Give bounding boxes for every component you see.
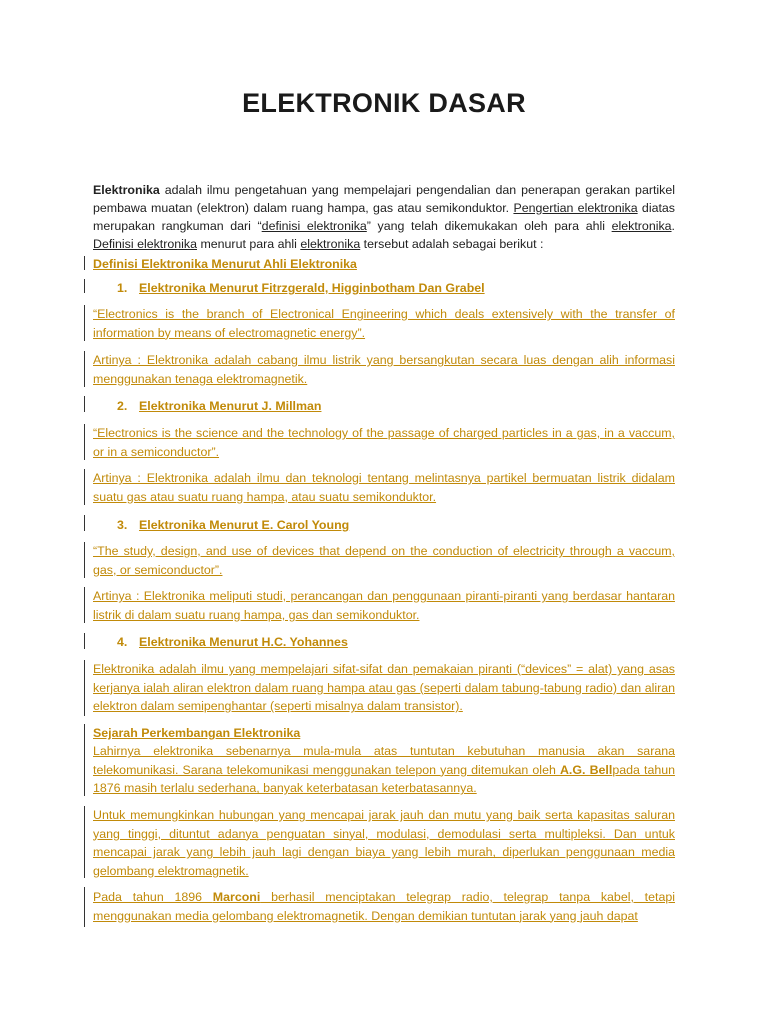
name-marconi: Marconi <box>212 890 261 904</box>
link-definisi-elektronika-2[interactable]: Definisi elektronika <box>93 237 197 251</box>
change-bar <box>84 424 85 460</box>
intro-paragraph: Elektronika adalah ilmu pengetahuan yang mempelajari pengendalian dan penerapan gerakan partikel pembawa muatan (elektron) dalam ruang hampa, gas atau semikonduktor. Pengertian elektronika diatas merupakan rangkuman dari “definisi elektronika” yang telah dikemukakan oleh para ahli elektronika. Definisi elektronika menurut para ahli elektronika tersebut adalah sebagai berikut : <box>93 183 675 251</box>
item-meaning-3[interactable]: Artinya : Elektronika meliputi studi, perancangan dan penggunaan piranti-piranti yang berdasar hantaran listrik di dalam suatu ruang hampa, gas dan semikonduktor. <box>93 589 675 622</box>
link-pengertian-elektronika[interactable]: Pengertian elektronika <box>513 201 638 215</box>
change-bar <box>84 305 85 341</box>
intro-term: Elektronika <box>93 183 160 197</box>
change-bar <box>84 660 85 716</box>
item-heading-1[interactable]: 1. Elektronika Menurut Fitrzgerald, Higginbotham Dan Grabel <box>117 281 485 295</box>
item-heading-3[interactable]: 3. Elektronika Menurut E. Carol Young <box>117 518 350 532</box>
history-paragraph-1[interactable]: Lahirnya elektronika sebenarnya mula-mula atas tuntutan kebutuhan manusia akan sarana telekomunikasi. Sarana telekomunikasi menggunakan telepon yang ditemukan oleh A.G. Bellpada tahun 1876 masih terlalu sederhana, banyak keterbatasan keterbatasannya. <box>93 744 676 796</box>
change-bar <box>84 806 85 878</box>
change-bar <box>84 633 85 649</box>
change-bar <box>84 279 85 293</box>
section-heading-definisi[interactable]: Definisi Elektronika Menurut Ahli Elektronika <box>93 257 357 271</box>
link-elektronika[interactable]: elektronika <box>611 219 672 233</box>
change-bar <box>84 542 85 578</box>
item-meaning-2[interactable]: Artinya : Elektronika adalah ilmu dan teknologi tentang melintasnya partikel bermuatan listrik didalam suatu gas atau suatu ruang hampa, atau suatu semikonduktor. <box>93 471 675 504</box>
name-ag-bell: A.G. Bell <box>559 762 613 777</box>
item-meaning-1[interactable]: Artinya : Elektronika adalah cabang ilmu listrik yang bersangkutan secara luas dengan alih informasi menggunakan tenaga elektromagnetik. <box>93 353 675 386</box>
change-bar <box>84 351 85 387</box>
change-bar <box>84 396 85 412</box>
history-paragraph-3[interactable]: Pada tahun 1896 Marconi berhasil menciptakan telegrap radio, telegrap tanpa kabel, tetapi menggunakan media gelombang elektromagnetik. Dengan demikian tuntutan jarak yang jauh dapat <box>93 890 675 923</box>
link-definisi-elektronika[interactable]: definisi elektronika <box>261 219 367 233</box>
item-quote-4[interactable]: Elektronika adalah ilmu yang mempelajari sifat-sifat dan pemakaian piranti (“devices” = alat) yang asas kerjanya ialah aliran elektron dalam ruang hampa atau gas (seperti dalam tabung-tabung radio) dan aliran elektron dalam semipenghantar (seperti misalnya dalam transistor). <box>93 662 675 714</box>
item-heading-2[interactable]: 2. Elektronika Menurut J. Millman <box>117 399 322 413</box>
change-bar <box>84 469 85 505</box>
item-quote-2[interactable]: “Electronics is the science and the technology of the passage of charged particles in a gas, in a vaccum, or in a semiconductor”. <box>93 426 675 459</box>
link-elektronika-2[interactable]: elektronika <box>300 237 361 251</box>
section-heading-sejarah[interactable]: Sejarah Perkembangan Elektronika <box>93 726 301 740</box>
change-bar <box>84 587 85 623</box>
change-bar <box>84 515 85 531</box>
history-paragraph-2[interactable]: Untuk memungkinkan hubungan yang mencapai jarak jauh dan mutu yang baik serta kapasitas saluran yang tinggi, dituntut adanya penguatan sinyal, modulasi, demodulasi serta multipleksi. Dan untuk mencapai jarak yang lebih jauh lagi dengan biaya yang lebih murah, diperlukan penggunaan media gelombang elektromagnetik. <box>93 808 675 878</box>
change-bar <box>84 724 85 796</box>
change-bar <box>84 256 85 270</box>
item-quote-3[interactable]: “The study, design, and use of devices that depend on the conduction of electricity through a vaccum, gas, or semiconductor”. <box>93 544 675 577</box>
item-quote-1[interactable]: “Electronics is the branch of Electronical Engineering which deals extensively with the transfer of information by means of electromagnetic energy”. <box>93 307 675 340</box>
item-heading-4[interactable]: 4. Elektronika Menurut H.C. Yohannes <box>117 635 348 649</box>
page-title: ELEKTRONIK DASAR <box>242 88 526 118</box>
change-bar <box>84 887 85 927</box>
